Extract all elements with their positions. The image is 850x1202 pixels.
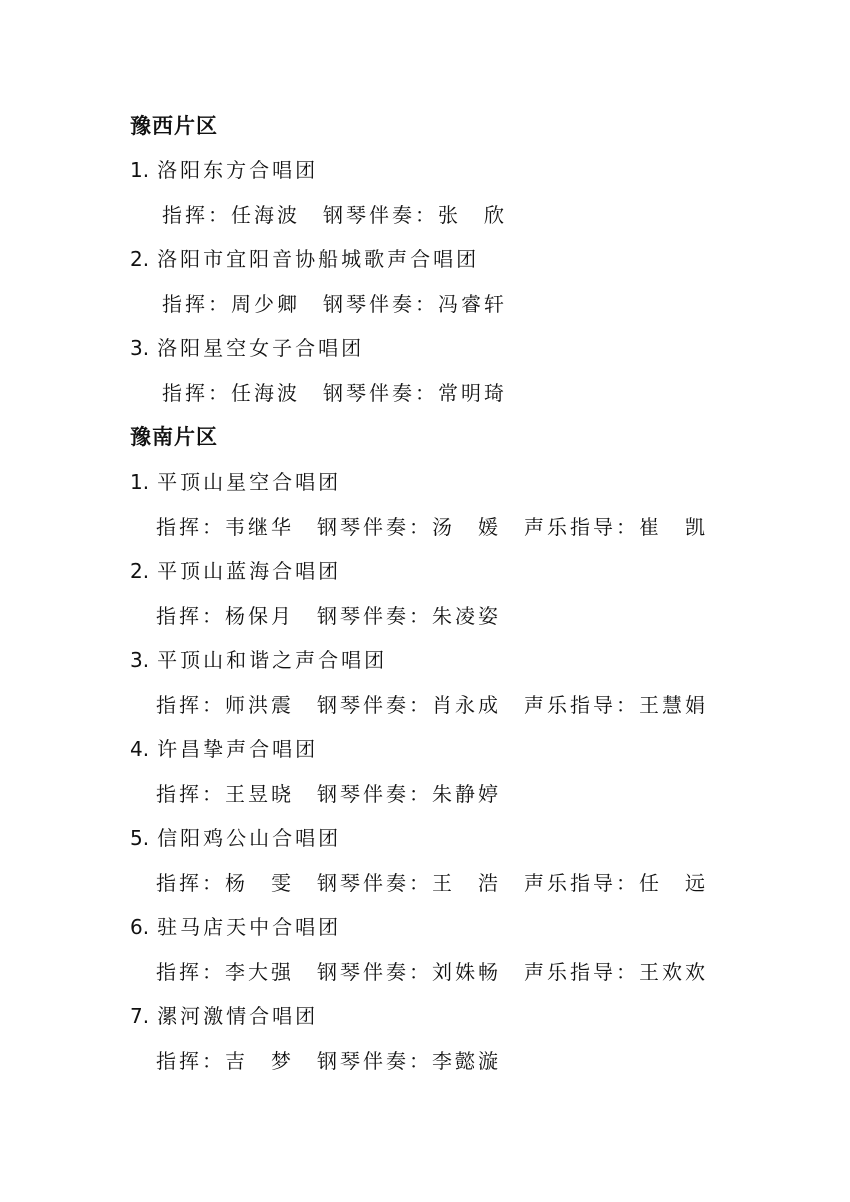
- group-details: 指挥：杨 雯 钢琴伴奏：王 浩 声乐指导：任 远: [156, 871, 708, 895]
- group-name: 平顶山和谐之声合唱团: [157, 648, 388, 672]
- group-name: 洛阳东方合唱团: [157, 158, 319, 182]
- group-details: 指挥：韦继华 钢琴伴奏：汤 媛 声乐指导：崔 凯: [156, 515, 708, 539]
- group-number: 7.: [130, 1004, 150, 1028]
- group-entry: [130, 823, 341, 853]
- group-entry: [130, 912, 341, 942]
- group-number: 2.: [130, 247, 150, 271]
- group-entry: [130, 467, 341, 497]
- section-heading-south: 豫南片区: [130, 425, 218, 449]
- group-details: 指挥：杨保月 钢琴伴奏：朱凌姿: [156, 604, 501, 628]
- group-details: 指挥：师洪震 钢琴伴奏：肖永成 声乐指导：王慧娟: [156, 693, 708, 717]
- section-heading-west: 豫西片区: [130, 114, 218, 138]
- group-entry: [130, 155, 318, 185]
- group-name: 洛阳市宜阳音协船城歌声合唱团: [157, 247, 480, 271]
- group-details: 指挥：吉 梦 钢琴伴奏：李懿漩: [156, 1049, 501, 1073]
- group-number: 3.: [130, 648, 150, 672]
- group-name: 漯河激情合唱团: [157, 1004, 319, 1028]
- group-number: 3.: [130, 336, 150, 360]
- group-number: 5.: [130, 826, 150, 850]
- group-entry: [130, 244, 479, 274]
- group-entry: [130, 1001, 318, 1031]
- group-details: 指挥：任海波 钢琴伴奏：张 欣: [162, 203, 507, 227]
- group-details: 指挥：周少卿 钢琴伴奏：冯睿轩: [162, 292, 507, 316]
- group-number: 6.: [130, 915, 150, 939]
- group-details: 指挥：王昱晓 钢琴伴奏：朱静婷: [156, 782, 501, 806]
- group-name: 洛阳星空女子合唱团: [157, 336, 365, 360]
- group-entry: [130, 645, 387, 675]
- group-name: 驻马店天中合唱团: [157, 915, 342, 939]
- group-name: 信阳鸡公山合唱团: [157, 826, 342, 850]
- group-number: 2.: [130, 559, 150, 583]
- group-entry: [130, 556, 341, 586]
- group-number: 4.: [130, 737, 150, 761]
- group-entry: [130, 734, 318, 764]
- group-number: 1.: [130, 158, 150, 182]
- group-name: 许昌挚声合唱团: [157, 737, 319, 761]
- group-details: 指挥：李大强 钢琴伴奏：刘姝畅 声乐指导：王欢欢: [156, 960, 708, 984]
- group-name: 平顶山蓝海合唱团: [157, 559, 342, 583]
- group-number: 1.: [130, 470, 150, 494]
- group-details: 指挥：任海波 钢琴伴奏：常明琦: [162, 381, 507, 405]
- group-name: 平顶山星空合唱团: [157, 470, 342, 494]
- group-entry: [130, 333, 364, 363]
